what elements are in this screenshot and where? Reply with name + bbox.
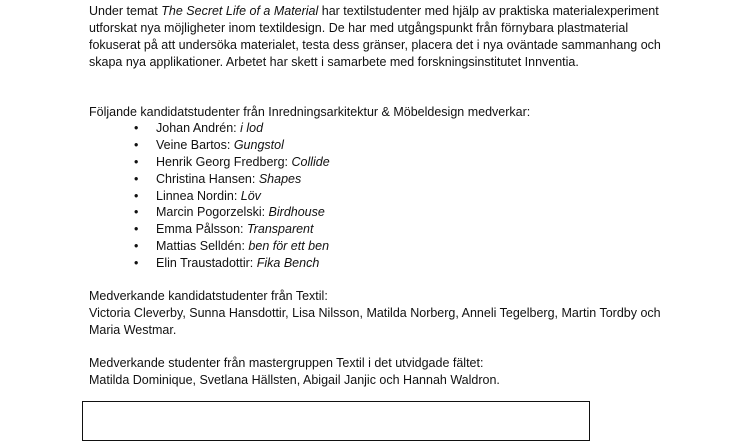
list-item [89,255,489,272]
student-work: i lod [240,121,264,135]
student-name: Elin Traustadottir: [156,256,257,271]
list-item [89,171,489,188]
list-item [89,238,489,255]
bullet-icon: • [134,171,139,186]
students-heading [89,104,664,121]
bullet-icon: • [134,239,139,254]
list-item [89,204,489,221]
student-work: Transparent [247,222,314,237]
bullet-icon: • [134,154,139,169]
list-item [89,154,489,171]
intro-paragraph [89,3,664,71]
bullet-icon: • [134,256,139,271]
theme-title: The Secret Life of a Material [161,4,319,18]
bordered-box [82,401,590,441]
bullet-icon: • [134,137,139,152]
student-name: Johan Andrén: [156,121,241,135]
master-section [89,355,664,389]
student-name: Mattias Selldén: [156,239,249,254]
textil-section [89,288,664,339]
master-heading: Medverkande studenter från mastergruppen Textil i det utvidgade fältet: [89,356,484,370]
textil-names: Victoria Cleverby, Sunna Hansdottir, Lisa Nilsson, Matilda Norberg, Anneli Tegelberg, Martin Tordby och Maria Westmar. [89,305,661,337]
list-item [89,120,489,137]
bullet-icon: • [134,222,139,237]
students-heading-text: Följande kandidatstudenter från Inredningsarkitektur & Möbeldesign medverkar: [89,105,531,119]
student-name: Veine Bartos: [156,137,234,152]
student-work: Birdhouse [268,205,325,220]
student-work: Shapes [258,171,302,186]
student-name: Christina Hansen: [156,171,259,186]
list-item [89,137,489,154]
textil-heading: Medverkande kandidatstudenter från Textil: [89,289,328,303]
bullet-icon: • [134,188,139,203]
master-names: Matilda Dominique, Svetlana Hällsten, Abigail Janjic och Hannah Waldron. [89,372,500,387]
intro-body: har textilstudenter med hjälp av praktiska materialexperiment utforskat nya möjligheter inom textildesign. De har med utgångspunkt från förnybara plastmaterial fokuserat på att undersöka materialet, testa dess gränser, placera det i nya oväntade sammanhang och skapa nya applikationer. Arbetet har skett i samarbete med forskningsinstitutet Innventia. [89,4,661,69]
bullet-icon: • [134,205,139,220]
student-work: Fika Bench [256,256,320,271]
student-name: Henrik Georg Fredberg: [156,154,292,169]
student-work: Gungstol [233,137,284,152]
intro-prefix: Under temat [89,4,162,18]
list-item [89,188,489,205]
student-name: Marcin Pogorzelski: [156,205,269,220]
list-item [89,221,489,238]
student-work: Löv [240,188,261,203]
student-work: Collide [291,154,330,169]
student-name: Emma Pålsson: [156,222,248,237]
student-list [89,120,489,272]
student-work: ben för ett ben [248,239,330,254]
bullet-icon: • [134,121,139,135]
student-name: Linnea Nordin: [156,188,241,203]
